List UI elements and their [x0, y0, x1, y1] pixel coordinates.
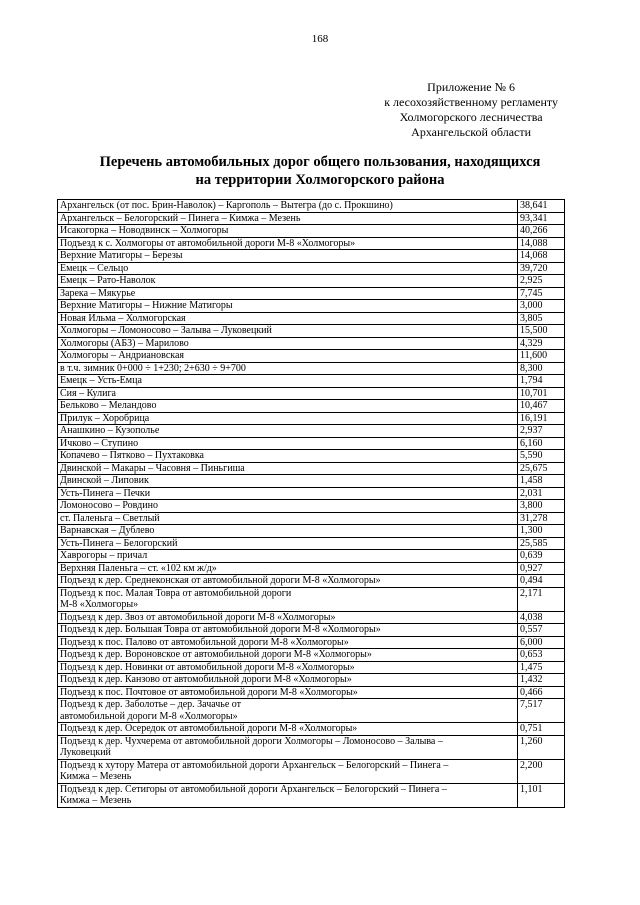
road-name: Ичково – Ступино	[60, 437, 139, 449]
road-name: Двинской – Липовик	[60, 475, 149, 486]
table-row	[58, 212, 565, 225]
road-length: 0,557	[518, 624, 565, 637]
road-length: 7,517	[518, 699, 565, 723]
table-row	[58, 759, 565, 783]
road-length: 0,751	[518, 723, 565, 736]
road-name-cell	[58, 500, 518, 513]
table-row	[58, 699, 565, 723]
road-length: 39,720	[518, 262, 565, 275]
road-length: 10,701	[518, 387, 565, 400]
road-length: 10,467	[518, 400, 565, 413]
road-name: Подъезд к дер. Сетигоры от автомобильной дороги Архангельск – Белогорский – Пинега –	[60, 783, 447, 795]
road-name-cell	[58, 237, 518, 250]
road-length: 2,925	[518, 275, 565, 288]
road-name: Подъезд к дер. Осередок от автомобильной дороги М-8 «Холмогоры»	[60, 723, 358, 734]
road-length: 4,329	[518, 337, 565, 350]
road-name: Подъезд к дер. Вороновское от автомобильной дороги М-8 «Холмогоры»	[60, 649, 372, 660]
road-length: 40,266	[518, 225, 565, 238]
road-name-cell	[58, 425, 518, 438]
road-name-cell	[58, 462, 518, 475]
road-name: Подъезд к хутору Матера от автомобильной дороги Архангельск – Белогорский – Пинега –	[60, 759, 449, 771]
road-name-cell	[58, 661, 518, 674]
table-row	[58, 412, 565, 425]
road-name: Архангельск (от пос. Брин-Наволок) – Каргополь – Вытегра (до с. Прокшино)	[60, 200, 393, 211]
appendix-line: к лесохозяйственному регламенту	[384, 95, 558, 109]
road-name-cell	[58, 437, 518, 450]
road-name: Сия – Кулига	[60, 387, 116, 399]
road-name-cell	[58, 624, 518, 637]
road-name-cell	[58, 200, 518, 213]
road-name-continued: Кимжа – Мезень	[60, 771, 132, 782]
road-name-cell	[58, 512, 518, 525]
road-name-cell	[58, 550, 518, 563]
appendix-header	[384, 80, 558, 140]
road-name-cell	[58, 225, 518, 238]
road-name-cell	[58, 575, 518, 588]
road-name: Подъезд к дер. Большая Товра от автомобильной дороги М-8 «Холмогоры»	[60, 624, 381, 635]
road-name: ст. Паленьга – Светлый	[60, 512, 160, 524]
road-name-cell	[58, 487, 518, 500]
table-row	[58, 362, 565, 375]
road-name: Емецк – Сельцо	[60, 262, 129, 274]
table-row	[58, 575, 565, 588]
table-row	[58, 337, 565, 350]
road-name: Подъезд к дер. Новинки от автомобильной дороги М-8 «Холмогоры»	[60, 661, 355, 673]
road-name: Подъезд к дер. Среднеконская от автомобильной дороги М-8 «Холмогоры»	[60, 575, 381, 586]
road-length: 3,800	[518, 500, 565, 513]
road-name-cell	[58, 636, 518, 649]
road-name-cell	[58, 475, 518, 488]
road-name: Архангельск – Белогорский – Пинега – Кимжа – Мезень	[60, 212, 301, 224]
road-name: Исакогорка – Новодвинск – Холмогоры	[60, 225, 229, 236]
document-title	[0, 153, 640, 189]
road-length: 7,745	[518, 287, 565, 300]
road-name: в т.ч. зимник 0+000 ÷ 1+230; 2+630 ÷ 9+700	[60, 362, 246, 374]
road-length: 14,088	[518, 237, 565, 250]
road-name: Хаврогоры – причал	[60, 550, 148, 561]
road-length: 14,068	[518, 250, 565, 263]
table-row	[58, 462, 565, 475]
road-length: 3,000	[518, 300, 565, 313]
road-length: 2,171	[518, 587, 565, 611]
road-name-continued: автомобильной дороги М-8 «Холмогоры»	[60, 710, 238, 722]
road-name-cell	[58, 312, 518, 325]
table-row	[58, 350, 565, 363]
road-name-cell	[58, 611, 518, 624]
table-row	[58, 275, 565, 288]
road-name-cell	[58, 686, 518, 699]
road-length: 1,260	[518, 735, 565, 759]
road-name-cell	[58, 275, 518, 288]
table-row	[58, 300, 565, 313]
table-row	[58, 537, 565, 550]
table-row	[58, 475, 565, 488]
road-name: Подъезд к дер. Заболотье – дер. Зачачье от	[60, 699, 242, 710]
road-name: Верхние Матигоры – Нижние Матигоры	[60, 300, 233, 311]
road-name-continued: М-8 «Холмогоры»	[60, 599, 139, 610]
table-row	[58, 287, 565, 300]
table-row	[58, 723, 565, 736]
road-name: Прилук – Хоробрица	[60, 412, 150, 424]
appendix-line: Архангельской области	[411, 125, 532, 139]
table-row	[58, 674, 565, 687]
road-length: 1,458	[518, 475, 565, 488]
road-name: Подъезд к пос. Почтовое от автомобильной дороги М-8 «Холмогоры»	[60, 686, 358, 698]
road-length: 6,160	[518, 437, 565, 450]
road-name-cell	[58, 412, 518, 425]
road-length: 16,191	[518, 412, 565, 425]
road-name: Подъезд к пос. Палово от автомобильной дороги М-8 «Холмогоры»	[60, 636, 349, 648]
road-name: Двинской – Макары – Часовня – Пиньгиша	[60, 462, 245, 474]
road-name-cell	[58, 287, 518, 300]
table-row	[58, 624, 565, 637]
road-name: Анашкино – Кузополье	[60, 425, 160, 436]
table-row	[58, 375, 565, 388]
road-length: 1,101	[518, 783, 565, 807]
road-length: 25,675	[518, 462, 565, 475]
road-name: Новая Ильма – Холмогорская	[60, 312, 186, 324]
road-name-cell	[58, 735, 518, 759]
road-name-cell	[58, 262, 518, 275]
road-name-cell	[58, 250, 518, 263]
table-row	[58, 661, 565, 674]
road-length: 2,200	[518, 759, 565, 783]
road-name-cell	[58, 337, 518, 350]
road-name: Холмогоры (АБЗ) – Марилово	[60, 337, 189, 349]
road-name-continued: Луковецкий	[60, 747, 111, 758]
title-line: Перечень автомобильных дорог общего пользования, находящихся	[99, 154, 541, 170]
road-name-cell	[58, 350, 518, 363]
table-row	[58, 387, 565, 400]
road-name-cell	[58, 699, 518, 723]
road-name: Подъезд к дер. Канзово от автомобильной дороги М-8 «Холмогоры»	[60, 674, 352, 685]
road-name-cell	[58, 783, 518, 807]
table-row	[58, 649, 565, 662]
road-name: Копачево – Пятково – Пухтаковка	[60, 450, 204, 461]
table-row	[58, 237, 565, 250]
table-row	[58, 562, 565, 575]
road-name: Емецк – Усть-Емца	[60, 375, 142, 386]
road-length: 1,300	[518, 525, 565, 538]
table-row	[58, 325, 565, 338]
road-name: Подъезд к с. Холмогоры от автомобильной дороги М-8 «Холмогоры»	[60, 237, 356, 249]
table-row	[58, 500, 565, 513]
road-length: 15,500	[518, 325, 565, 338]
road-length: 0,466	[518, 686, 565, 699]
road-length: 8,300	[518, 362, 565, 375]
road-name-cell	[58, 525, 518, 538]
roads-table	[57, 199, 565, 808]
road-name-cell	[58, 587, 518, 611]
road-length: 4,038	[518, 611, 565, 624]
road-name: Бельково – Меландово	[60, 400, 157, 411]
table-row	[58, 312, 565, 325]
road-length: 6,000	[518, 636, 565, 649]
road-name-cell	[58, 300, 518, 313]
road-name-cell	[58, 325, 518, 338]
road-name: Усть-Пинега – Белогорский	[60, 537, 178, 549]
road-name-cell	[58, 450, 518, 463]
road-name: Холмогоры – Андриановская	[60, 350, 184, 361]
appendix-line: Холмогорского лесничества	[399, 110, 543, 124]
road-length: 1,794	[518, 375, 565, 388]
road-length: 5,590	[518, 450, 565, 463]
road-name: Варнавская – Дублево	[60, 525, 155, 536]
road-length: 38,641	[518, 200, 565, 213]
road-length: 2,937	[518, 425, 565, 438]
page-number: 168	[311, 33, 329, 45]
road-length: 0,653	[518, 649, 565, 662]
road-name-cell	[58, 723, 518, 736]
road-name: Подъезд к дер. Звоз от автомобильной дороги М-8 «Холмогоры»	[60, 611, 336, 623]
road-name: Верхняя Паленьга – ст. «102 км ж/д»	[60, 562, 217, 574]
table-row	[58, 636, 565, 649]
road-length: 2,031	[518, 487, 565, 500]
table-row	[58, 450, 565, 463]
appendix-line: Приложение № 6	[427, 80, 516, 94]
road-length: 1,432	[518, 674, 565, 687]
road-length: 11,600	[518, 350, 565, 363]
road-name-cell	[58, 562, 518, 575]
road-length: 0,927	[518, 562, 565, 575]
road-name-cell	[58, 375, 518, 388]
road-name: Подъезд к дер. Чухчерема от автомобильной дороги Холмогоры – Ломоносово – Залыва –	[60, 735, 443, 747]
table-row	[58, 250, 565, 263]
road-length: 31,278	[518, 512, 565, 525]
road-name-cell	[58, 362, 518, 375]
road-name: Усть-Пинега – Печки	[60, 487, 151, 499]
road-name-cell	[58, 759, 518, 783]
road-length: 3,805	[518, 312, 565, 325]
table-row	[58, 525, 565, 538]
road-name: Ломоносово – Ровдино	[60, 500, 158, 511]
road-name: Емецк – Рато-Наволок	[60, 275, 156, 286]
road-name-cell	[58, 537, 518, 550]
road-name-cell	[58, 387, 518, 400]
road-name: Подъезд к пос. Малая Товра от автомобильной дороги	[60, 587, 292, 599]
table-row	[58, 225, 565, 238]
title-line: на территории Холмогорского района	[195, 172, 445, 188]
table-row	[58, 262, 565, 275]
road-name: Зарека – Мякурье	[60, 287, 136, 299]
road-name-cell	[58, 649, 518, 662]
table-row	[58, 487, 565, 500]
road-length: 93,341	[518, 212, 565, 225]
road-name-cell	[58, 212, 518, 225]
road-name-cell	[58, 400, 518, 413]
table-row	[58, 425, 565, 438]
table-row	[58, 783, 565, 807]
table-row	[58, 735, 565, 759]
road-length: 0,639	[518, 550, 565, 563]
road-name: Верхние Матигоры – Березы	[60, 250, 183, 261]
road-name-cell	[58, 674, 518, 687]
table-row	[58, 200, 565, 213]
table-row	[58, 611, 565, 624]
table-row	[58, 587, 565, 611]
road-length: 0,494	[518, 575, 565, 588]
road-length: 1,475	[518, 661, 565, 674]
table-row	[58, 550, 565, 563]
table-row	[58, 400, 565, 413]
table-row	[58, 686, 565, 699]
table-row	[58, 512, 565, 525]
road-name: Холмогоры – Ломоносово – Залыва – Луковецкий	[60, 325, 272, 336]
road-length: 25,585	[518, 537, 565, 550]
road-name-continued: Кимжа – Мезень	[60, 795, 132, 806]
table-row	[58, 437, 565, 450]
